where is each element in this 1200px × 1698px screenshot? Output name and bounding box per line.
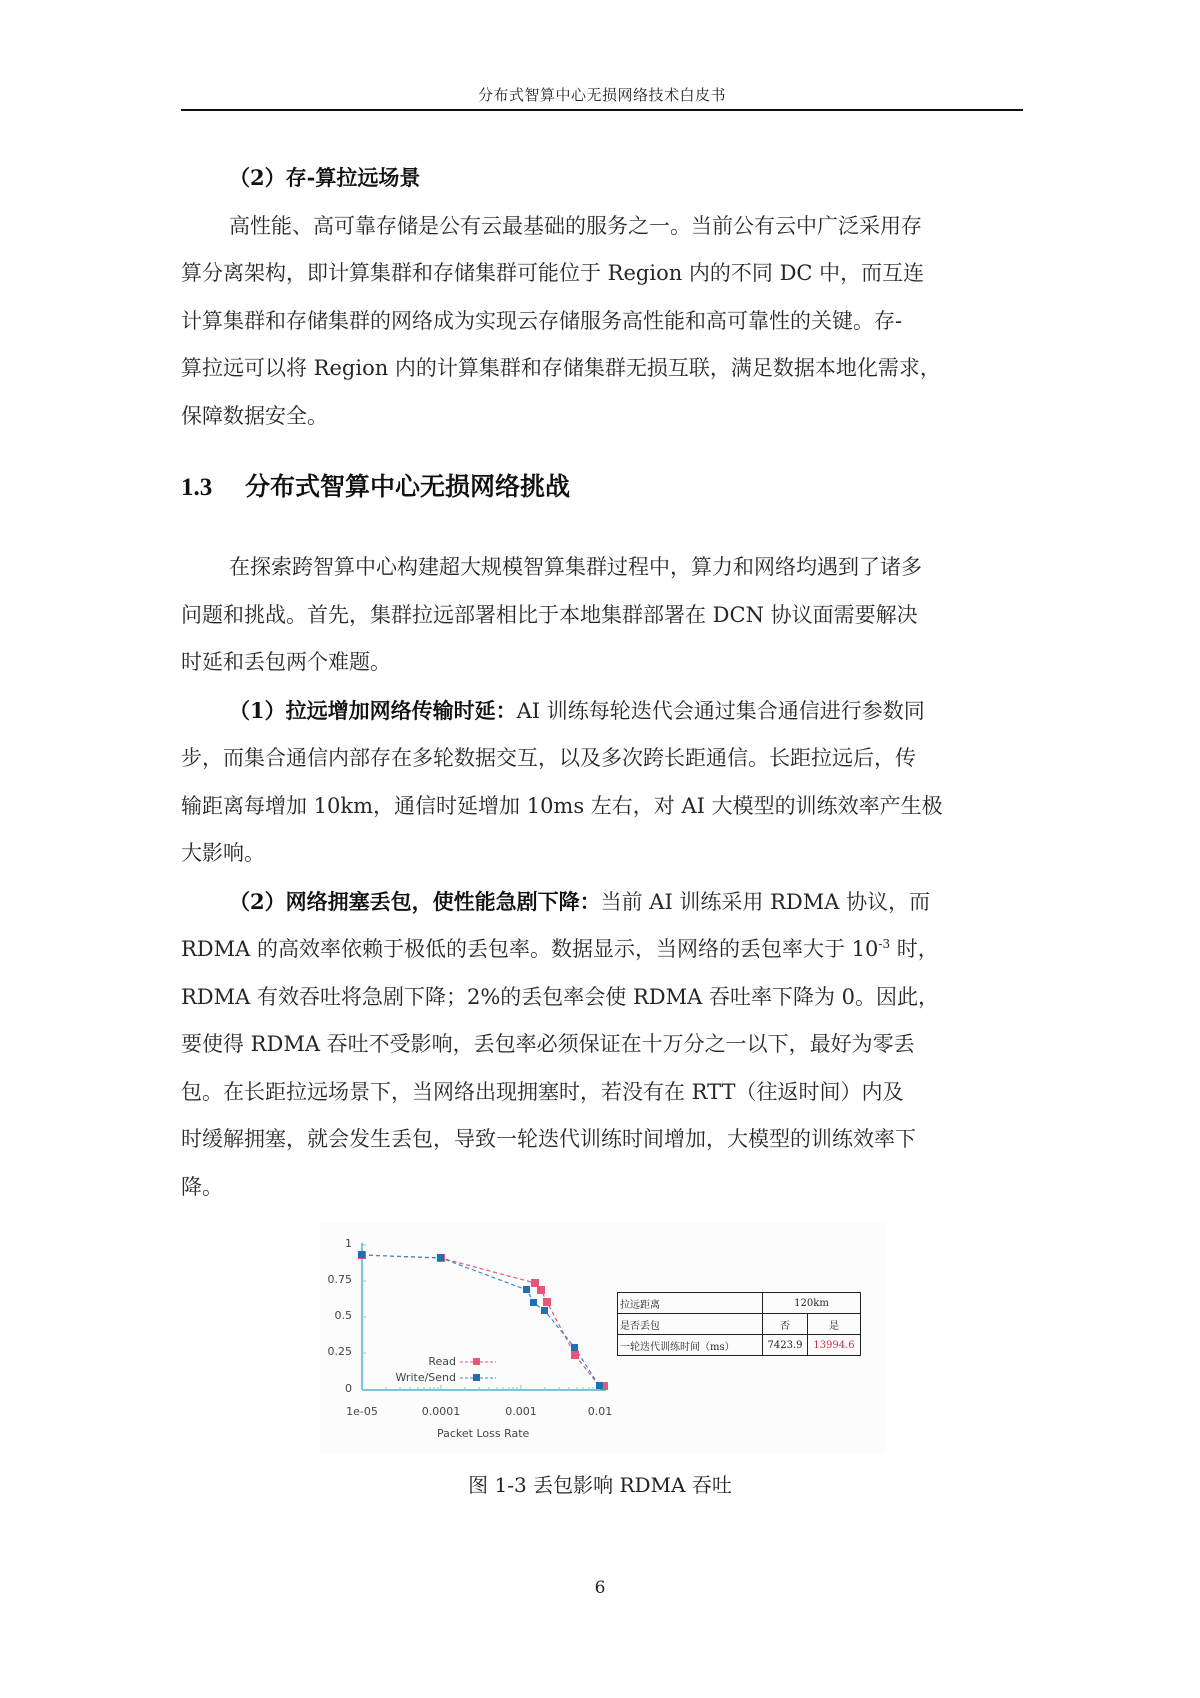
- table-cell: 7423.9: [763, 1335, 808, 1356]
- legend-write-send: Write/Send: [395, 1371, 456, 1384]
- page-number: 6: [594, 1578, 606, 1598]
- text-line: AI 训练每轮迭代会通过集合通信进行参数同: [516, 698, 925, 723]
- legend-read: Read: [428, 1355, 456, 1368]
- exponent: -3: [878, 937, 891, 951]
- y-tick: 0: [345, 1382, 352, 1395]
- text-line: RDMA 的高效率依赖于极低的丢包率。数据显示，当网络的丢包率大于 10: [181, 937, 879, 961]
- table-cell: 否: [763, 1314, 808, 1335]
- text-line: 包。在长距拉远场景下，当网络出现拥塞时，若没有在 RTT（往返时间）内及: [181, 1079, 904, 1104]
- table-row: [618, 1335, 861, 1356]
- section-number: 1.3: [181, 474, 213, 501]
- text-line: 大影响。: [181, 841, 265, 865]
- table-cell: 一轮迭代训练时间（ms）: [618, 1335, 763, 1356]
- x-tick: 0.0001: [421, 1405, 461, 1418]
- text-line: 计算集群和存储集群的网络成为实现云存储服务高性能和高可靠性的关键。存-: [181, 308, 903, 333]
- text-line: 在探索跨智算中心构建超大规模智算集群过程中，算力和网络均遇到了诸多: [229, 555, 922, 579]
- table-row: [618, 1314, 861, 1335]
- subsection-heading: （2）存-算拉远场景: [229, 165, 421, 190]
- latency-heading: （1）拉远增加网络传输时延：: [229, 697, 517, 723]
- section-title: 分布式智算中心无损网络挑战: [245, 472, 571, 501]
- y-tick: 0.75: [327, 1273, 352, 1286]
- text-line: 当前 AI 训练采用 RDMA 协议，而: [600, 889, 931, 914]
- x-tick: 0.01: [587, 1405, 613, 1418]
- table-cell: 120km: [763, 1293, 861, 1314]
- table-cell: 拉远距离: [618, 1293, 763, 1314]
- text-line: 时，: [890, 937, 939, 961]
- text-line: 算拉远可以将 Region 内的计算集群和存储集群无损互联，满足数据本地化需求，: [181, 356, 941, 380]
- x-tick: 0.001: [505, 1405, 537, 1418]
- loss-heading: （2）网络拥塞丢包，使性能急剧下降：: [229, 888, 601, 914]
- text-line: 降。: [181, 1174, 223, 1199]
- y-tick: 0.25: [327, 1345, 352, 1358]
- text-line: 输距离每增加 10km，通信时延增加 10ms 左右，对 AI 大模型的训练效率产生极: [181, 793, 943, 818]
- text-line: 高性能、高可靠存储是公有云最基础的服务之一。当前公有云中广泛采用存: [229, 213, 922, 238]
- table-cell: 是: [808, 1314, 861, 1335]
- y-tick: 1: [345, 1237, 352, 1250]
- x-tick: 1e-05: [346, 1405, 378, 1418]
- text-line: 步，而集合通信内部存在多轮数据交互，以及多次跨长距通信。长距拉远后，传: [181, 746, 916, 770]
- table-row: [618, 1293, 861, 1314]
- figure-caption: 图 1-3 丢包影响 RDMA 吞吐: [468, 1473, 732, 1497]
- text-line: 时延和丢包两个难题。: [181, 650, 391, 674]
- text-line: 问题和挑战。首先，集群拉远部署相比于本地集群部署在 DCN 协议面需要解决: [181, 602, 918, 627]
- text-line: 时缓解拥塞，就会发生丢包，导致一轮迭代训练时间增加，大模型的训练效率下: [181, 1127, 916, 1151]
- y-tick: 0.5: [334, 1309, 352, 1322]
- text-line: RDMA 有效吞吐将急剧下降；2%的丢包率会使 RDMA 吞吐率下降为 0。因此，: [181, 984, 940, 1009]
- table-cell: 13994.6: [808, 1335, 861, 1356]
- text-line: 算分离架构，即计算集群和存储集群可能位于 Region 内的不同 DC 中，而互连: [181, 261, 925, 285]
- text-line: 要使得 RDMA 吞吐不受影响，丢包率必须保证在十万分之一以下，最好为零丢: [181, 1032, 915, 1056]
- text-line: 保障数据安全。: [181, 403, 328, 428]
- table-cell: 是否丢包: [618, 1314, 763, 1335]
- running-header: 分布式智算中心无损网络技术白皮书: [477, 86, 726, 104]
- training-time-table: [617, 1292, 861, 1356]
- x-axis-label: Packet Loss Rate: [437, 1427, 530, 1440]
